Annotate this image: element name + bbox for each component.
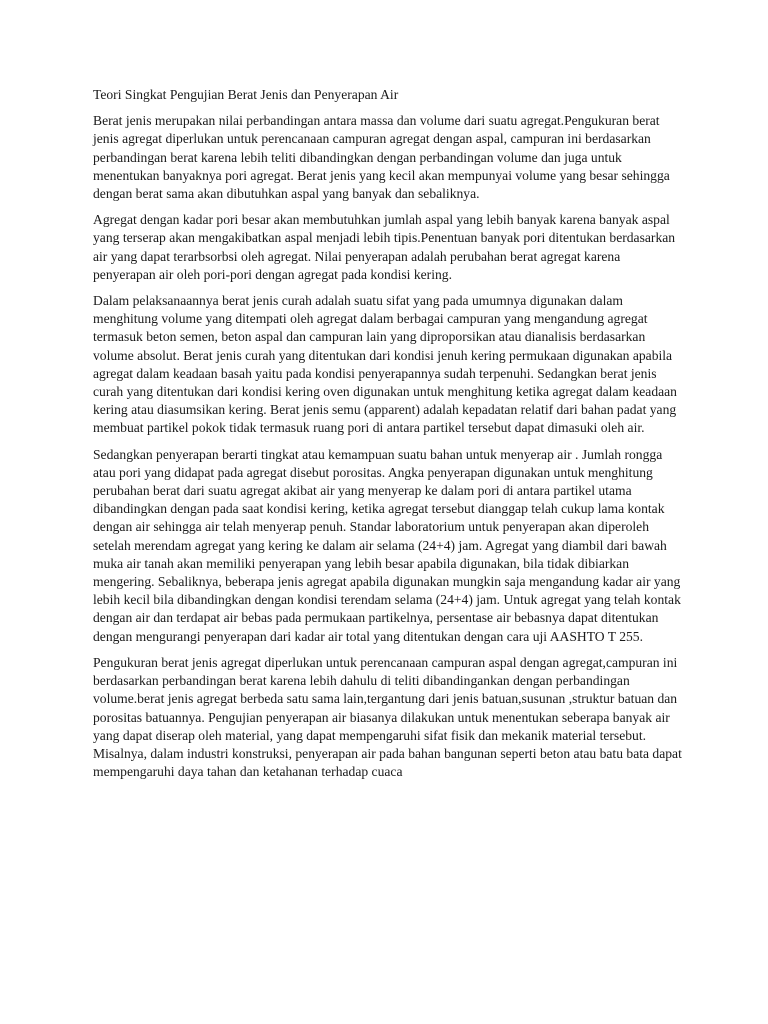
paragraph-berat-jenis-curah: Dalam pelaksanaannya berat jenis curah adalah suatu sifat yang pada umumnya digunakan dalam menghitung volume yang ditempati oleh agregat dalam berbagai campuran yang mengandung agregat termasuk beton semen, beton aspal dan campuran lain yang diproporsikan atau dianalisis berdasarkan volume absolut. Berat jenis curah yang ditentukan dari kondisi jenuh kering permukaan digunakan apabila agregat dalam keadaan basah yaitu pada kondisi penyerapannya sudah terpenuhi. Sedangkan berat jenis curah yang ditentukan dari kondisi kering oven digunakan untuk menghitung ketika agregat dalam keadaan kering atau diasumsikan kering. Berat jenis semu (apparent) adalah kepadatan relatif dari bahan padat yang membuat partikel pokok tidak termasuk ruang pori di antara partikel tersebut dapat dimasuki oleh air.	[93, 293, 677, 436]
paragraph-kadar-pori: Agregat dengan kadar pori besar akan membutuhkan jumlah aspal yang lebih banyak karena banyak aspal yang terserap akan mengakibatkan aspal menjadi lebih tipis.Penentuan banyak pori ditentukan berdasarkan air yang dapat terarbsorbsi oleh agregat. Nilai penyerapan adalah perubahan berat agregat karena penyerapan air oleh pori-pori dengan agregat pada kondisi kering.	[93, 212, 676, 282]
paragraph-berat-jenis: Berat jenis merupakan nilai perbandingan antara massa dan volume dari suatu agregat.Pengukuran berat jenis agregat diperlukan untuk perencanaan campuran agregat dengan aspal, campuran ini berdasarkan perbandingan berat karena lebih teliti dibandingkan dengan perbandingan volume dan juga untuk menentukan banyaknya pori agregat. Berat jenis yang kecil akan mempunyai volume yang besar sehingga dengan berat sama akan dibutuhkan aspal yang banyak dan sebaliknya.	[93, 113, 670, 202]
paragraph-penyerapan: Sedangkan penyerapan berarti tingkat atau kemampuan suatu bahan untuk menyerap air . Jumlah rongga atau pori yang didapat pada agregat disebut porositas. Angka penyerapan digunakan untuk menghitung perubahan berat dari suatu agregat akibat air yang menyerap ke dalam pori di antara partikel utama dibandingkan dengan pada saat kondisi kering, ketika agregat tersebut dianggap telah cukup lama kontak dengan air sehingga air telah menyerap penuh. Standar laboratorium untuk penyerapan akan diperoleh setelah merendam agregat yang kering ke dalam air selama (24+4) jam. Agregat yang diambil dari bawah muka air tanah akan memiliki penyerapan yang lebih besar apabila digunakan, bila tidak dibiarkan mengering. Sebaliknya, beberapa jenis agregat apabila digunakan mungkin saja mengandung kadar air yang lebih kecil bila dibandingkan dengan kondisi terendam selama (24+4) jam. Untuk agregat yang telah kontak dengan air dan terdapat air bebas pada permukaan partikelnya, persentase air bebasnya dapat ditentukan dengan mengurangi penyerapan dari kadar air total yang ditentukan dengan cara uji AASHTO T 255.	[93, 446, 681, 644]
document-title: Teori Singkat Pengujian Berat Jenis dan Penyerapan Air	[93, 87, 399, 102]
paragraph-pengukuran: Pengukuran berat jenis agregat diperlukan untuk perencanaan campuran aspal dengan agregat,campuran ini berdasarkan perbandingan berat karena lebih dahulu di teliti dibandingankan dengan perbandingan volume.berat jenis agregat berbeda satu sama lain,tergantung dari jenis batuan,susunan ,struktur batuan dan porositas batuannya. Pengujian penyerapan air biasanya dilakukan untuk menentukan seberapa banyak air yang dapat diserap oleh material, yang dapat mempengaruhi sifat fisik dan mekanik material tersebut. Misalnya, dalam industri konstruksi, penyerapan air pada bahan bangunan seperti beton atau batu bata dapat mempengaruhi daya tahan dan ketahanan terhadap cuaca	[93, 654, 682, 780]
document-body	[93, 86, 683, 781]
